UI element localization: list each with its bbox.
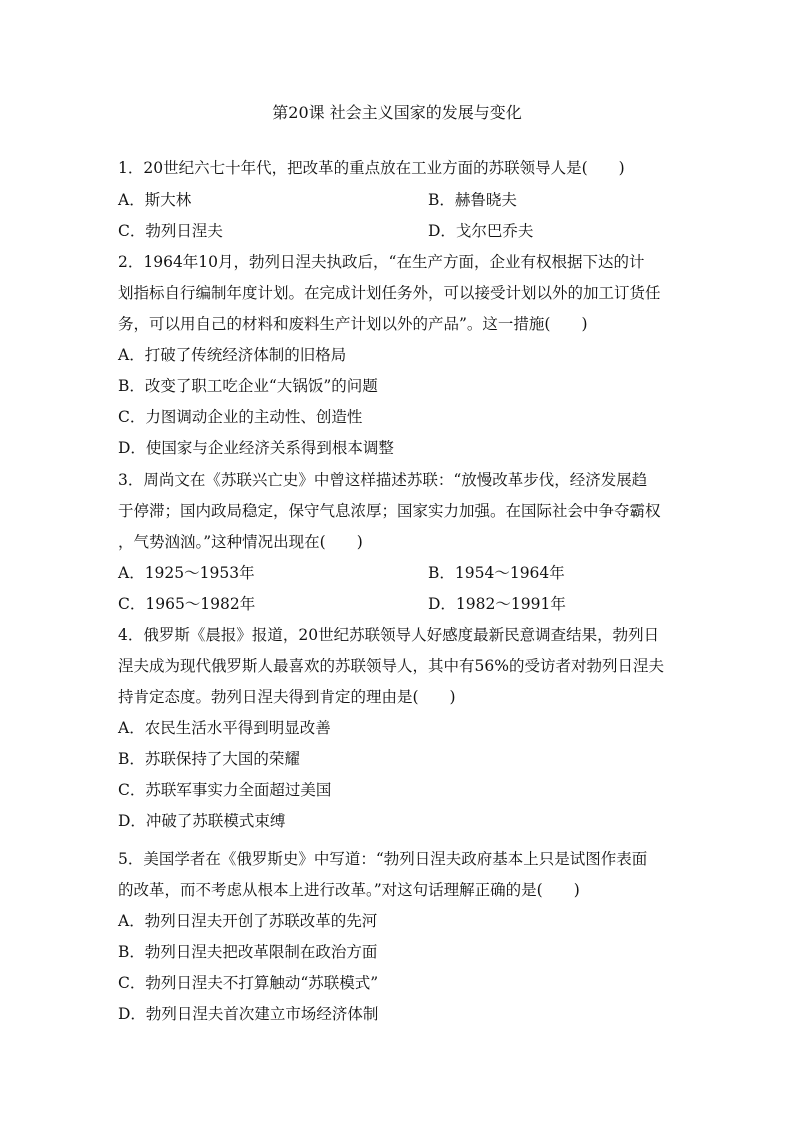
- question-1-stem: 1．20世纪六七十年代，把改革的重点放在工业方面的苏联领导人是( ): [118, 159, 625, 177]
- question-2-option-c: C．力图调动企业的主动性、创造性: [118, 408, 363, 426]
- question-5-stem-line: 5．美国学者在《俄罗斯史》中写道：“勃列日涅夫政府基本上只是试图作表面: [118, 850, 648, 868]
- question-2-stem-line: 划指标自行编制年度计划。在完成计划任务外，可以接受计划以外的加工订货任: [118, 284, 661, 302]
- question-4-option-d: D．冲破了苏联模式束缚: [118, 812, 286, 830]
- question-4-option-a: A．农民生活水平得到明显改善: [118, 719, 331, 737]
- question-3-stem-line: 于停滞；国内政局稳定，保守气息浓厚；国家实力加强。在国际社会中争夺霸权: [118, 502, 661, 520]
- question-5-option-a: A．勃列日涅夫开创了苏联改革的先河: [118, 912, 378, 930]
- question-1-option-c: C．勃列日涅夫: [118, 222, 223, 240]
- question-1-option-b: B．赫鲁晓夫: [428, 191, 517, 209]
- question-2-option-b: B．改变了职工吃企业“大锅饭”的问题: [118, 377, 378, 395]
- question-5-option-b: B．勃列日涅夫把改革限制在政治方面: [118, 943, 378, 961]
- question-2-stem-line: 务，可以用自己的材料和废料生产计划以外的产品”。这一措施( ): [118, 315, 588, 333]
- question-3-option-c: C．1965～1982年: [118, 595, 256, 613]
- question-4-stem-line: 涅夫成为现代俄罗斯人最喜欢的苏联领导人，其中有56%的受访者对勃列日涅夫: [118, 657, 664, 675]
- question-3-stem-line: ，气势汹汹。”这种情况出现在( ): [118, 533, 363, 551]
- question-4-stem-line: 4．俄罗斯《晨报》报道，20世纪苏联领导人好感度最新民意调查结果，勃列日: [118, 626, 660, 644]
- question-4-option-b: B．苏联保持了大国的荣耀: [118, 750, 300, 768]
- question-5-option-d: D．勃列日涅夫首次建立市场经济体制: [118, 1005, 379, 1023]
- question-1-option-a: A．斯大林: [118, 191, 192, 209]
- question-2-option-d: D．使国家与企业经济关系得到根本调整: [118, 439, 394, 457]
- question-1-option-d: D．戈尔巴乔夫: [428, 222, 534, 240]
- question-2-option-a: A．打破了传统经济体制的旧格局: [118, 346, 347, 364]
- page-title: 第20课 社会主义国家的发展与变化: [272, 103, 522, 122]
- question-5-stem-line: 的改革，而不考虑从根本上进行改革。”对这句话理解正确的是( ): [118, 881, 580, 899]
- question-5-option-c: C．勃列日涅夫不打算触动“苏联模式”: [118, 974, 379, 992]
- question-4-option-c: C．苏联军事实力全面超过美国: [118, 781, 332, 799]
- question-3-option-b: B．1954～1964年: [428, 564, 565, 582]
- question-3-option-a: A．1925～1953年: [118, 564, 255, 582]
- question-3-option-d: D．1982～1991年: [428, 595, 566, 613]
- question-3-stem-line: 3．周尚文在《苏联兴亡史》中曾这样描述苏联：“放慢改革步伐，经济发展趋: [118, 471, 648, 489]
- question-4-stem-line: 持肯定态度。勃列日涅夫得到肯定的理由是( ): [118, 688, 456, 706]
- question-2-stem-line: 2．1964年10月，勃列日涅夫执政后，“在生产方面，企业有权根据下达的计: [118, 253, 645, 271]
